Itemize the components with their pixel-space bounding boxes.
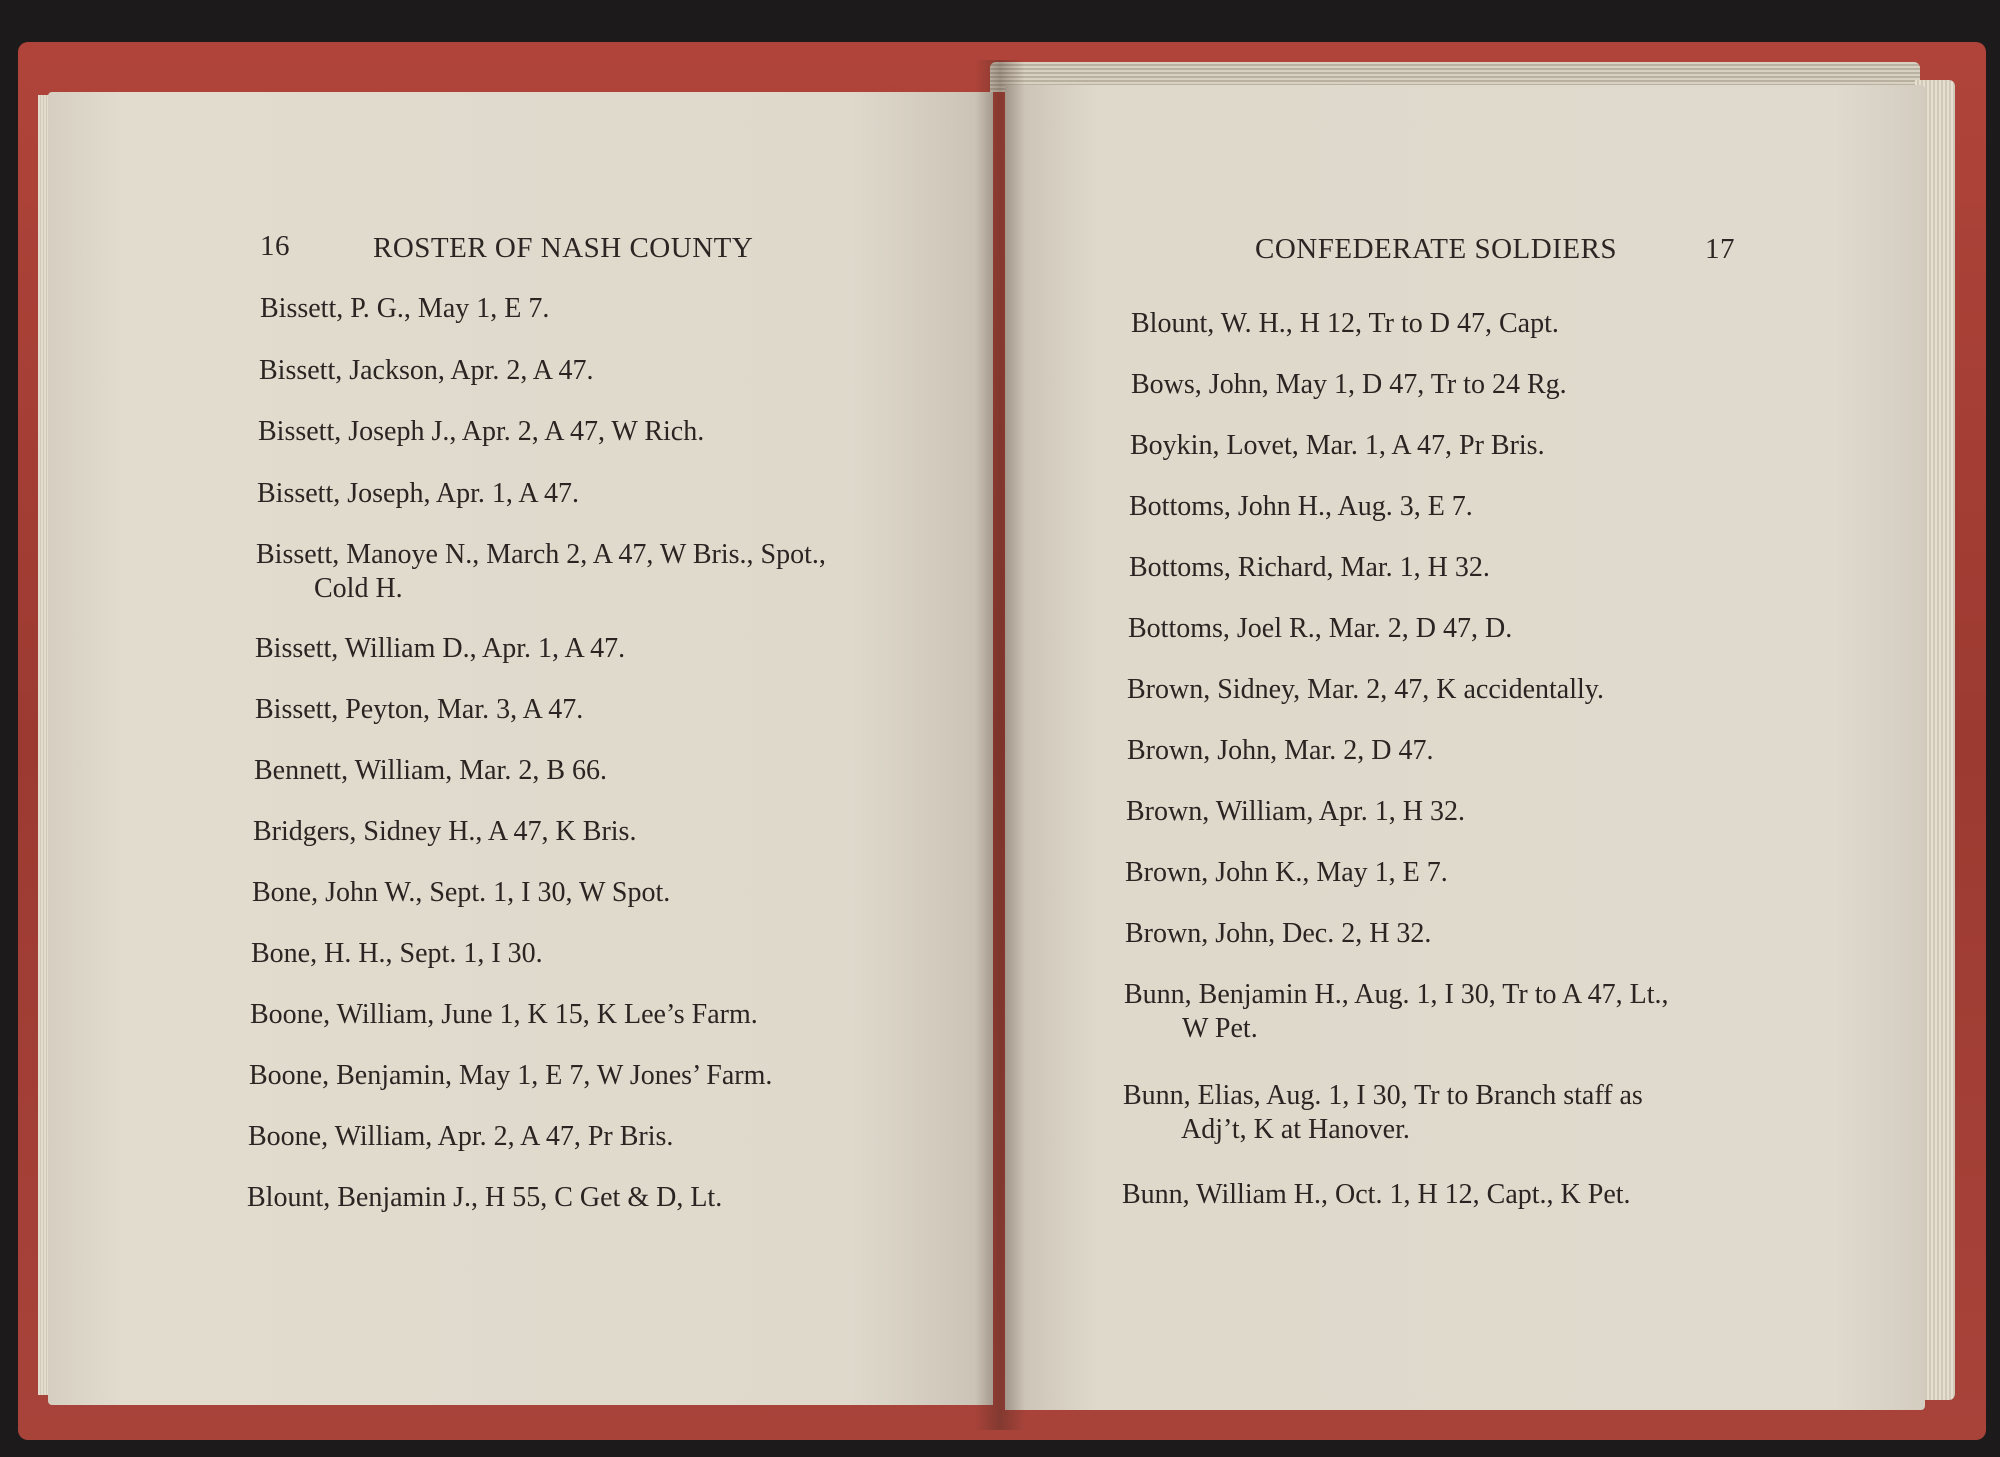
right-entry: Blount, W. H., H 12, Tr to D 47, Capt.	[1131, 308, 1559, 339]
right-entry: Bunn, William H., Oct. 1, H 12, Capt., K Pet.	[1122, 1179, 1631, 1210]
left-running-title: ROSTER OF NASH COUNTY	[373, 232, 754, 264]
left-entry: Boone, Benjamin, May 1, E 7, W Jones’ Farm.	[249, 1060, 773, 1091]
left-entry: Boone, William, June 1, K 15, K Lee’s Farm.	[250, 999, 758, 1030]
left-page	[48, 92, 993, 1405]
left-page-number: 16	[260, 230, 290, 262]
right-entry: Brown, John, Mar. 2, D 47.	[1127, 735, 1434, 766]
right-page-number: 17	[1705, 233, 1735, 265]
left-entry: Bissett, Joseph, Apr. 1, A 47.	[257, 478, 580, 509]
left-entry: Bennett, William, Mar. 2, B 66.	[254, 755, 607, 786]
right-entry: Bottoms, Richard, Mar. 1, H 32.	[1129, 552, 1490, 583]
right-running-title: CONFEDERATE SOLDIERS	[1255, 233, 1618, 265]
right-entry: Bows, John, May 1, D 47, Tr to 24 Rg.	[1131, 369, 1567, 400]
left-entry: Bone, John W., Sept. 1, I 30, W Spot.	[252, 877, 671, 908]
book-gutter	[975, 60, 1025, 1430]
left-entry: Boone, William, Apr. 2, A 47, Pr Bris.	[248, 1121, 674, 1152]
right-entry: Brown, William, Apr. 1, H 32.	[1126, 796, 1466, 827]
left-entry: Blount, Benjamin J., H 55, C Get & D, Lt.	[247, 1182, 723, 1213]
right-entry: Brown, Sidney, Mar. 2, 47, K accidentally.	[1127, 674, 1604, 705]
right-entry: Brown, John, Dec. 2, H 32.	[1125, 918, 1432, 949]
right-entry: Bottoms, John H., Aug. 3, E 7.	[1129, 491, 1473, 522]
left-entry: Bridgers, Sidney H., A 47, K Bris.	[253, 816, 637, 847]
left-entry: Bissett, Peyton, Mar. 3, A 47.	[255, 694, 584, 725]
left-entry: Bissett, P. G., May 1, E 7.	[260, 293, 550, 324]
left-entry: Bissett, Manoye N., March 2, A 47, W Bris., Spot., Cold H.	[256, 539, 826, 604]
right-entry: Brown, John K., May 1, E 7.	[1125, 857, 1448, 888]
right-entry: Bunn, Elias, Aug. 1, I 30, Tr to Branch staff as Adj’t, K at Hanover.	[1123, 1080, 1643, 1145]
left-entry: Bone, H. H., Sept. 1, I 30.	[251, 938, 543, 969]
left-entry: Bissett, William D., Apr. 1, A 47.	[255, 633, 626, 664]
right-entry: Bottoms, Joel R., Mar. 2, D 47, D.	[1128, 613, 1513, 644]
right-page	[1005, 85, 1925, 1410]
right-entry: Boykin, Lovet, Mar. 1, A 47, Pr Bris.	[1130, 430, 1545, 461]
left-entry: Bissett, Joseph J., Apr. 2, A 47, W Rich.	[258, 416, 705, 447]
right-entry: Bunn, Benjamin H., Aug. 1, I 30, Tr to A 47, Lt., W Pet.	[1124, 979, 1669, 1044]
left-entry: Bissett, Jackson, Apr. 2, A 47.	[259, 355, 594, 386]
